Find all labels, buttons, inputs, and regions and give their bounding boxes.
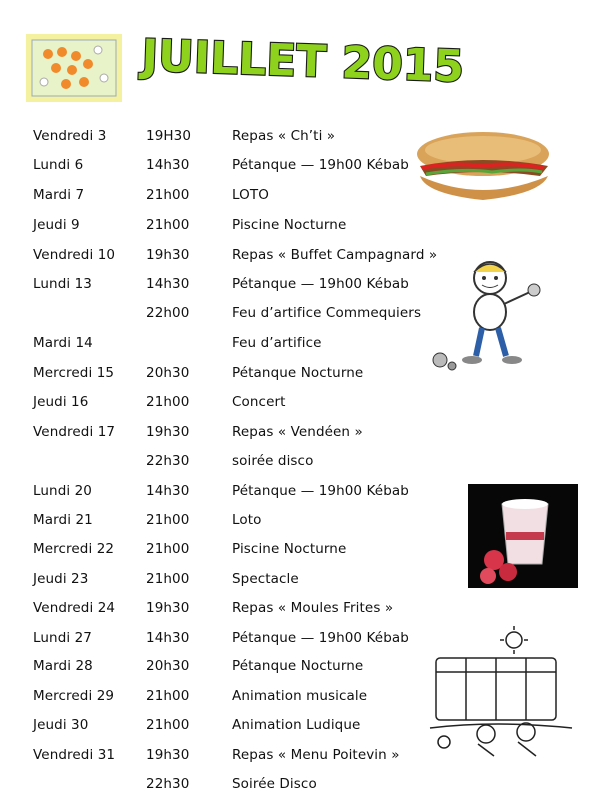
event-cell: Pétanque — 19h00 Kébab	[232, 157, 409, 173]
event-cell: Repas « Vendéen »	[232, 424, 363, 440]
time-cell: 19h30	[146, 747, 190, 763]
schedule-row	[0, 305, 604, 327]
day-cell: Lundi 27	[33, 630, 92, 646]
event-cell: Loto	[232, 512, 262, 528]
event-cell: Repas « Buffet Campagnard »	[232, 247, 438, 263]
event-cell: Spectacle	[232, 571, 299, 587]
time-cell: 14h30	[146, 483, 190, 499]
time-cell: 20h30	[146, 365, 190, 381]
schedule-row	[0, 335, 604, 357]
day-cell: Mercredi 15	[33, 365, 115, 381]
day-cell: Mercredi 29	[33, 688, 115, 704]
time-cell: 21h00	[146, 717, 190, 733]
day-cell: Mardi 7	[33, 187, 85, 203]
event-cell: Animation Ludique	[232, 717, 361, 733]
time-cell: 21h00	[146, 688, 190, 704]
event-cell: Pétanque — 19h00 Kébab	[232, 276, 409, 292]
event-cell: Pétanque — 19h00 Kébab	[232, 483, 409, 499]
schedule-row	[0, 276, 604, 298]
event-cell: Pétanque Nocturne	[232, 365, 364, 381]
time-cell: 14h30	[146, 276, 190, 292]
event-cell: Repas « Ch’ti »	[232, 128, 336, 144]
time-cell: 20h30	[146, 658, 190, 674]
day-cell: Vendredi 24	[33, 600, 116, 616]
day-cell: Lundi 13	[33, 276, 92, 292]
day-cell: Lundi 6	[33, 157, 84, 173]
schedule-row	[0, 571, 604, 593]
time-cell: 21h00	[146, 571, 190, 587]
time-cell: 19h30	[146, 424, 190, 440]
schedule-row	[0, 483, 604, 505]
schedule-row	[0, 365, 604, 387]
event-cell: soirée disco	[232, 453, 314, 469]
event-cell: Repas « Moules Frites »	[232, 600, 394, 616]
page-title-text: JUILLET 2015	[140, 30, 465, 93]
event-cell: LOTO	[232, 187, 269, 203]
board-game-picture	[26, 34, 122, 102]
time-cell: 22h30	[146, 453, 190, 469]
day-cell: Mardi 14	[33, 335, 93, 351]
schedule-row	[0, 453, 604, 475]
schedule-row	[0, 776, 604, 798]
day-cell: Jeudi 9	[33, 217, 80, 233]
day-cell: Jeudi 16	[33, 394, 89, 410]
time-cell: 21h00	[146, 541, 190, 557]
day-cell: Mercredi 22	[33, 541, 115, 557]
time-cell: 21h00	[146, 187, 190, 203]
schedule-row	[0, 394, 604, 416]
time-cell: 19h30	[146, 600, 190, 616]
schedule-row	[0, 217, 604, 239]
time-cell: 22h30	[146, 776, 190, 792]
day-cell: Jeudi 23	[33, 571, 89, 587]
schedule-row	[0, 688, 604, 710]
day-cell: Vendredi 17	[33, 424, 116, 440]
day-cell: Mardi 28	[33, 658, 93, 674]
day-cell: Lundi 20	[33, 483, 92, 499]
time-cell: 22h00	[146, 305, 190, 321]
event-cell: Feu d’artifice	[232, 335, 322, 351]
event-cell: Repas « Menu Poitevin »	[232, 747, 400, 763]
day-cell: Mardi 21	[33, 512, 93, 528]
time-cell: 14h30	[146, 630, 190, 646]
day-cell: Vendredi 31	[33, 747, 116, 763]
day-cell: Jeudi 30	[33, 717, 89, 733]
time-cell: 19h30	[146, 247, 190, 263]
schedule-row	[0, 600, 604, 622]
schedule-row	[0, 512, 604, 534]
event-cell: Feu d’artifice Commequiers	[232, 305, 422, 321]
schedule-row	[0, 747, 604, 769]
day-cell: Vendredi 10	[33, 247, 116, 263]
event-cell: Piscine Nocturne	[232, 217, 347, 233]
time-cell: 14h30	[146, 157, 190, 173]
day-cell: Vendredi 3	[33, 128, 107, 144]
page-title-art	[140, 24, 465, 94]
page-title	[140, 24, 465, 94]
schedule-row	[0, 157, 604, 179]
time-cell: 21h00	[146, 512, 190, 528]
event-cell: Soirée Disco	[232, 776, 317, 792]
time-cell: 19H30	[146, 128, 192, 144]
schedule-row	[0, 717, 604, 739]
schedule-row	[0, 128, 604, 150]
schedule-row	[0, 630, 604, 652]
schedule-row	[0, 658, 604, 680]
schedule-row	[0, 247, 604, 269]
event-cell: Concert	[232, 394, 286, 410]
schedule-row	[0, 424, 604, 446]
event-cell: Pétanque Nocturne	[232, 658, 364, 674]
event-cell: Piscine Nocturne	[232, 541, 347, 557]
time-cell: 21h00	[146, 217, 190, 233]
schedule-row	[0, 541, 604, 563]
time-cell: 21h00	[146, 394, 190, 410]
schedule-row	[0, 187, 604, 209]
event-cell: Animation musicale	[232, 688, 368, 704]
event-cell: Pétanque — 19h00 Kébab	[232, 630, 409, 646]
